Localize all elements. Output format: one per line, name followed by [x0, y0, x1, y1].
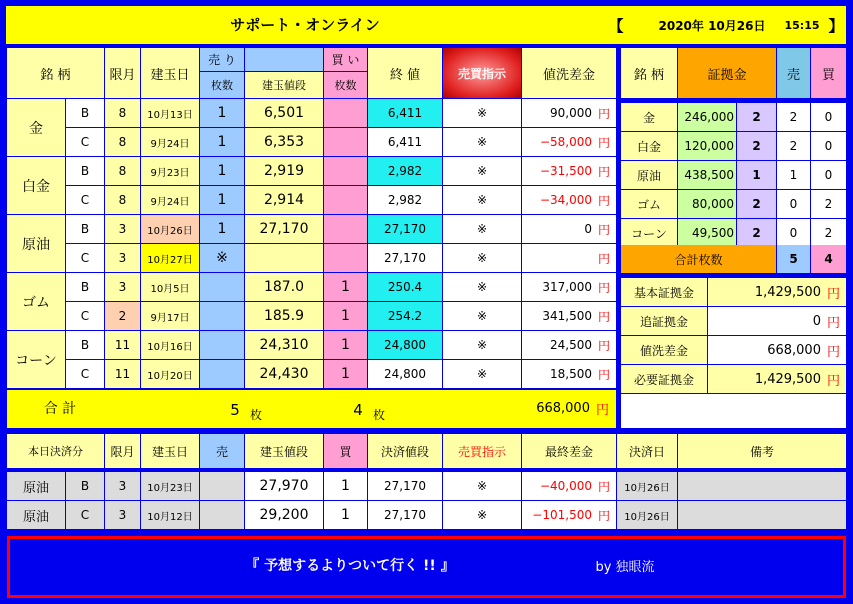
total-sell-qty: 5	[230, 401, 240, 419]
row-diff	[522, 331, 616, 359]
settle-brand: 原油	[7, 472, 65, 500]
settle-note	[678, 501, 846, 529]
row-sell-qty: 1	[200, 215, 244, 243]
datetime-open: 【	[608, 16, 624, 35]
total-label: 合 計	[43, 401, 77, 417]
settle-sell	[200, 472, 244, 500]
row-open-date: 10月27日	[141, 244, 199, 272]
header-instruction: 売買指示	[443, 48, 521, 98]
footer-motto: 『 予想するよりついて行く !! 』	[245, 558, 455, 574]
right-row-margin: 246,000	[678, 103, 736, 131]
row-sell-qty	[200, 273, 244, 301]
total-buy-unit: 枚	[372, 407, 385, 422]
row-buy-qty	[324, 157, 367, 185]
yen-unit: 円	[826, 315, 840, 331]
group-label: 金	[7, 99, 65, 156]
yen-unit: 円	[826, 373, 840, 389]
row-entry-price	[245, 244, 323, 272]
settle-type: B	[66, 472, 104, 500]
row-open-date: 10月20日	[141, 360, 199, 388]
right-row-name: 原油	[621, 161, 677, 189]
settle-sdate: 10月26日	[617, 472, 677, 500]
right-row-sell: 1	[777, 161, 810, 189]
settle-header-final: 最終差金	[522, 434, 616, 468]
row-open-date: 10月16日	[141, 331, 199, 359]
group-label: 白金	[7, 157, 65, 214]
row-type: B	[66, 215, 104, 243]
right-row-sell: 2	[777, 132, 810, 160]
row-diff	[522, 128, 616, 156]
diff-value: −31,500	[539, 164, 592, 178]
header-entry: 建玉値段	[245, 72, 323, 98]
row-open-date: 9月23日	[141, 157, 199, 185]
settle-header-month: 限月	[105, 434, 140, 468]
row-entry-price: 27,170	[245, 215, 323, 243]
group-label: ゴム	[7, 273, 65, 330]
row-entry-price: 187.0	[245, 273, 323, 301]
row-instruction: ※	[443, 273, 521, 301]
summary-value	[708, 336, 846, 364]
row-instruction: ※	[443, 157, 521, 185]
row-sell-qty	[200, 331, 244, 359]
footer-by: by 独眼流	[595, 559, 655, 575]
row-sell-qty: 1	[200, 99, 244, 127]
settle-brand: 原油	[7, 501, 65, 529]
row-buy-qty: 1	[324, 302, 367, 330]
row-close-price: 2,982	[368, 157, 442, 185]
row-buy-qty	[324, 186, 367, 214]
yen-unit: 円	[826, 344, 840, 360]
summary-label: 追証拠金	[621, 307, 707, 335]
right-header-sell: 売	[777, 48, 810, 98]
row-sell-qty	[200, 360, 244, 388]
right-header-margin: 証拠金	[678, 48, 776, 98]
header-qty2: 枚数	[324, 72, 367, 98]
diff-value: 341,500	[542, 309, 592, 323]
settle-month: 3	[105, 472, 140, 500]
yen-unit: 円	[597, 280, 610, 295]
row-instruction: ※	[443, 186, 521, 214]
settle-header-settle: 決済値段	[368, 434, 442, 468]
lots-total-buy: 4	[811, 245, 846, 273]
settle-entry: 29,200	[245, 501, 323, 529]
row-close-price: 6,411	[368, 99, 442, 127]
diff-value: 0	[584, 222, 592, 236]
settle-header-date: 建玉日	[141, 434, 199, 468]
diff-value: −34,000	[539, 193, 592, 207]
row-close-price: 254.2	[368, 302, 442, 330]
yen-unit: 円	[826, 286, 840, 302]
row-month: 8	[105, 186, 140, 214]
row-buy-qty: 1	[324, 273, 367, 301]
row-close-price: 24,800	[368, 331, 442, 359]
settle-header-entry: 建玉値段	[245, 434, 323, 468]
settle-type: C	[66, 501, 104, 529]
right-row-margin: 438,500	[678, 161, 736, 189]
row-type: C	[66, 128, 104, 156]
right-row-name: 金	[621, 103, 677, 131]
row-entry-price: 2,919	[245, 157, 323, 185]
right-header-brand: 銘 柄	[621, 48, 677, 98]
summary-value	[708, 365, 846, 393]
row-month: 8	[105, 157, 140, 185]
summary-value-text: 1,429,500	[754, 371, 821, 387]
row-month: 3	[105, 273, 140, 301]
settle-sell	[200, 501, 244, 529]
diff-value: 18,500	[549, 367, 592, 381]
row-entry-price: 2,914	[245, 186, 323, 214]
yen-unit: 円	[597, 338, 610, 353]
row-type: C	[66, 244, 104, 272]
right-row-name: 白金	[621, 132, 677, 160]
row-diff	[522, 244, 616, 272]
settle-header-sdate: 決済日	[617, 434, 677, 468]
row-close-price: 27,170	[368, 244, 442, 272]
row-type: C	[66, 186, 104, 214]
row-instruction: ※	[443, 244, 521, 272]
row-entry-price: 24,310	[245, 331, 323, 359]
row-instruction: ※	[443, 360, 521, 388]
right-row-name: ゴム	[621, 190, 677, 218]
row-entry-price: 6,353	[245, 128, 323, 156]
page-title: サポート・オンライン	[230, 15, 380, 34]
row-type: B	[66, 157, 104, 185]
settle-header-note: 備考	[678, 434, 846, 468]
row-diff	[522, 157, 616, 185]
right-row-sell: 0	[777, 219, 810, 247]
settle-instruction: ※	[443, 472, 521, 500]
right-row-name: コーン	[621, 219, 677, 247]
datetime-date: 2020年 10月26日	[658, 18, 766, 33]
row-type: B	[66, 99, 104, 127]
row-open-date: 9月17日	[141, 302, 199, 330]
settle-header-sell: 売	[200, 434, 244, 468]
summary-value	[708, 278, 846, 306]
settle-price: 27,170	[368, 501, 442, 529]
yen-unit: 円	[597, 106, 610, 121]
row-month: 8	[105, 128, 140, 156]
diff-value: 24,500	[549, 338, 592, 352]
header-sell-bg	[245, 48, 323, 71]
settle-header-instruction: 売買指示	[443, 434, 521, 468]
summary-value-text: 1,429,500	[754, 284, 821, 300]
right-row-margin: 49,500	[678, 219, 736, 247]
row-open-date: 10月5日	[141, 273, 199, 301]
total-diff	[500, 394, 615, 422]
right-header-buy: 買	[811, 48, 846, 98]
row-diff	[522, 99, 616, 127]
row-diff	[522, 302, 616, 330]
header-buy: 買 い	[324, 48, 367, 71]
yen-unit: 円	[597, 193, 610, 208]
right-row-lots: 2	[737, 219, 776, 247]
yen-unit: 円	[597, 222, 610, 237]
row-month: 3	[105, 215, 140, 243]
settle-price: 27,170	[368, 472, 442, 500]
row-close-price: 250.4	[368, 273, 442, 301]
total-buy-qty: 4	[353, 401, 363, 419]
header-diff: 値洗差金	[522, 48, 616, 98]
right-row-sell: 2	[777, 103, 810, 131]
yen-unit: 円	[597, 508, 610, 523]
settle-buy: 1	[324, 501, 367, 529]
final-value: −101,500	[532, 508, 592, 522]
group-label: 原油	[7, 215, 65, 272]
yen-unit: 円	[597, 309, 610, 324]
header-qty: 枚数	[200, 72, 244, 98]
row-sell-qty: 1	[200, 157, 244, 185]
group-label: コーン	[7, 331, 65, 388]
datetime-close: 】	[828, 16, 844, 35]
right-row-lots: 2	[737, 103, 776, 131]
header-sell: 売 り	[200, 48, 244, 71]
settle-month: 3	[105, 501, 140, 529]
row-close-price: 6,411	[368, 128, 442, 156]
settle-entry: 27,970	[245, 472, 323, 500]
settle-instruction: ※	[443, 501, 521, 529]
right-row-margin: 120,000	[678, 132, 736, 160]
row-diff	[522, 186, 616, 214]
row-open-date: 9月24日	[141, 186, 199, 214]
summary-label: 基本証拠金	[621, 278, 707, 306]
row-diff	[522, 273, 616, 301]
yen-unit: 円	[597, 367, 610, 382]
total-sell-unit: 枚	[249, 407, 262, 422]
summary-value	[708, 307, 846, 335]
right-row-margin: 80,000	[678, 190, 736, 218]
row-instruction: ※	[443, 128, 521, 156]
header-brand: 銘 柄	[7, 48, 104, 98]
row-sell-qty	[200, 302, 244, 330]
settle-buy: 1	[324, 472, 367, 500]
row-buy-qty	[324, 244, 367, 272]
row-month: 3	[105, 244, 140, 272]
row-sell-qty: ※	[200, 244, 244, 272]
yen-unit: 円	[597, 164, 610, 179]
row-buy-qty	[324, 99, 367, 127]
header-month: 限月	[105, 48, 140, 98]
row-close-price: 27,170	[368, 215, 442, 243]
row-entry-price: 6,501	[245, 99, 323, 127]
right-blank	[621, 394, 846, 428]
yen-unit: 円	[597, 479, 610, 494]
settle-date: 10月12日	[141, 501, 199, 529]
diff-value: −58,000	[539, 135, 592, 149]
row-type: C	[66, 360, 104, 388]
lots-total-sell: 5	[777, 245, 810, 273]
diff-value: 317,000	[542, 280, 592, 294]
row-instruction: ※	[443, 99, 521, 127]
settle-date: 10月23日	[141, 472, 199, 500]
yen-unit: 円	[597, 135, 610, 150]
row-month: 11	[105, 360, 140, 388]
settle-header-buy: 買	[324, 434, 367, 468]
yen-unit: 円	[597, 251, 610, 266]
right-row-buy: 0	[811, 103, 846, 131]
row-sell-qty: 1	[200, 128, 244, 156]
summary-value-text: 0	[812, 313, 821, 329]
row-close-price: 2,982	[368, 186, 442, 214]
row-diff	[522, 360, 616, 388]
row-open-date: 10月26日	[141, 215, 199, 243]
row-close-price: 24,800	[368, 360, 442, 388]
settle-final	[522, 472, 616, 500]
right-row-buy: 0	[811, 161, 846, 189]
row-buy-qty: 1	[324, 331, 367, 359]
row-entry-price: 24,430	[245, 360, 323, 388]
row-open-date: 9月24日	[141, 128, 199, 156]
datetime-time: 15:15	[784, 18, 820, 32]
settle-final	[522, 501, 616, 529]
row-type: B	[66, 273, 104, 301]
row-sell-qty: 1	[200, 186, 244, 214]
summary-label: 値洗差金	[621, 336, 707, 364]
row-open-date: 10月13日	[141, 99, 199, 127]
right-row-buy: 2	[811, 190, 846, 218]
row-instruction: ※	[443, 331, 521, 359]
right-row-lots: 2	[737, 190, 776, 218]
right-row-buy: 2	[811, 219, 846, 247]
header-date: 建玉日	[141, 48, 199, 98]
row-entry-price: 185.9	[245, 302, 323, 330]
settle-header-today: 本日決済分	[7, 434, 104, 468]
right-row-buy: 0	[811, 132, 846, 160]
final-value: −40,000	[539, 479, 592, 493]
row-month: 2	[105, 302, 140, 330]
lots-total-label: 合計枚数	[621, 245, 776, 273]
row-type: B	[66, 331, 104, 359]
row-buy-qty	[324, 128, 367, 156]
total-diff-value: 668,000	[536, 400, 590, 416]
row-instruction: ※	[443, 215, 521, 243]
diff-value: 90,000	[549, 106, 592, 120]
row-month: 8	[105, 99, 140, 127]
row-type: C	[66, 302, 104, 330]
yen-unit: 円	[595, 402, 609, 418]
row-month: 11	[105, 331, 140, 359]
header-close: 終 値	[368, 48, 442, 98]
row-buy-qty	[324, 215, 367, 243]
row-instruction: ※	[443, 302, 521, 330]
summary-value-text: 668,000	[767, 342, 821, 358]
right-row-sell: 0	[777, 190, 810, 218]
row-diff	[522, 215, 616, 243]
settle-note	[678, 472, 846, 500]
summary-label: 必要証拠金	[621, 365, 707, 393]
settle-sdate: 10月26日	[617, 501, 677, 529]
right-row-lots: 1	[737, 161, 776, 189]
right-row-lots: 2	[737, 132, 776, 160]
row-buy-qty: 1	[324, 360, 367, 388]
